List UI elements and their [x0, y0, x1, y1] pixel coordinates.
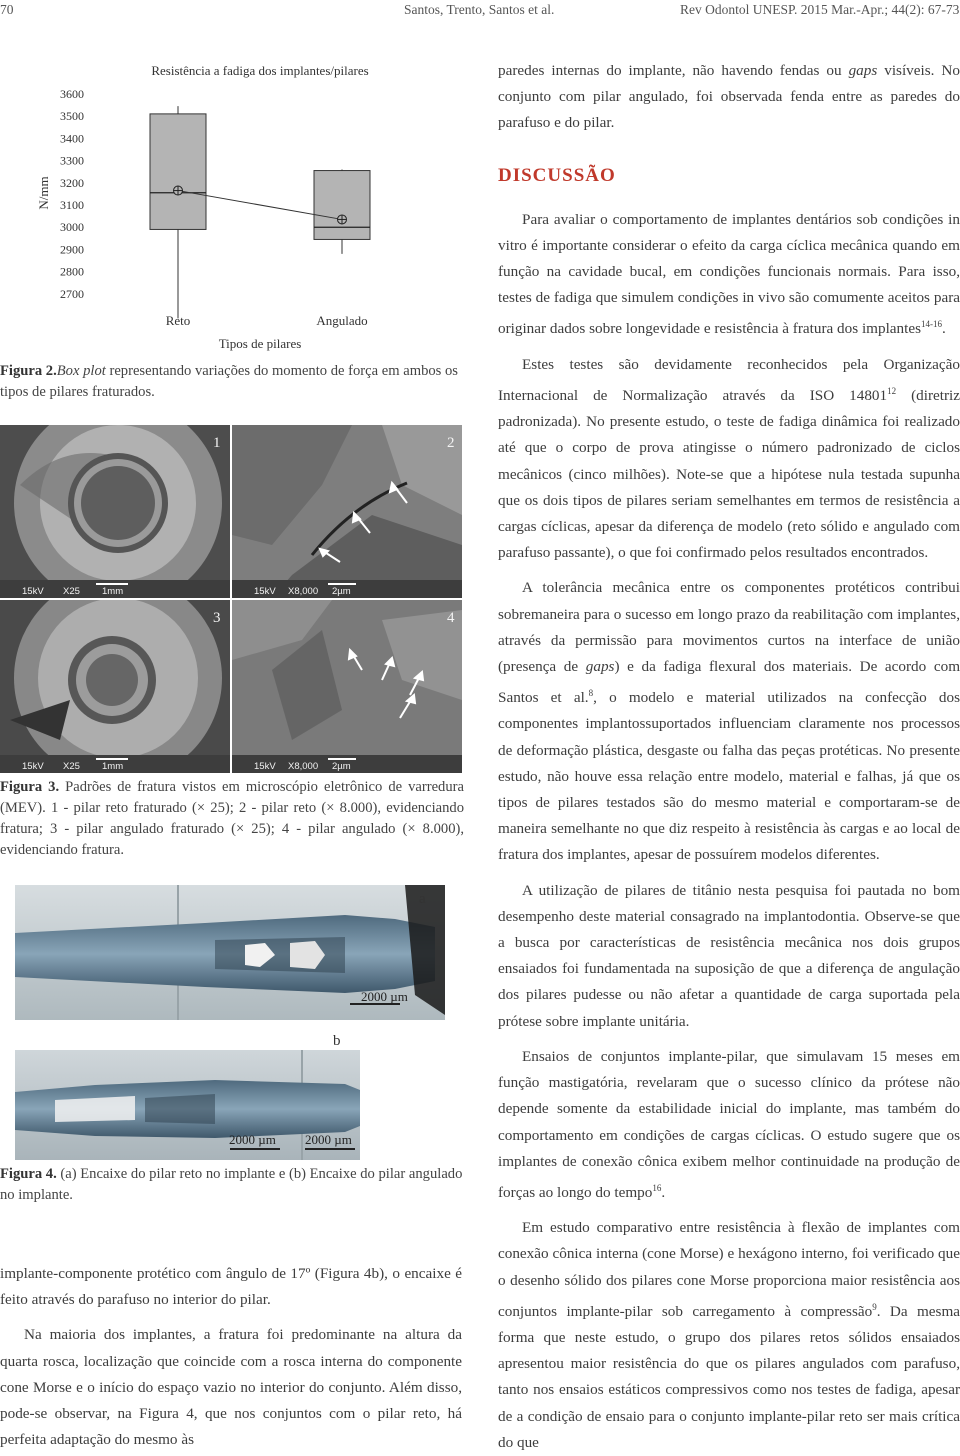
panel-number: 2	[447, 435, 455, 451]
scale-label-a: 2000 µm	[361, 989, 408, 1004]
left-body-text	[0, 1261, 462, 1453]
sem-voltage: 15kV	[254, 761, 276, 772]
panel-number: 1	[213, 435, 221, 451]
figure-3	[0, 425, 470, 773]
right-column	[498, 58, 960, 1456]
caption-label: Figura 4.	[0, 1166, 57, 1182]
header-journal: Rev Odontol UNESP. 2015 Mar.-Apr.; 44(2): 67-73	[680, 2, 960, 17]
y-axis-label: N/mm	[36, 176, 51, 210]
x-tick-label: Reto	[165, 313, 191, 328]
y-tick-label: 2800	[60, 264, 84, 279]
sem-scale: 1mm	[102, 586, 124, 597]
y-tick-label: 3200	[60, 175, 84, 190]
paragraph: Em estudo comparativo entre resistência à flexão de implantes com conexão cônica interna (cone Morse) e hexágono interno, foi verificado que o desenho sólido dos pilares cone Morse proporciona maior resistência aos conjuntos implante-pilar sob carregamento à compressão$^9$. Da mesma forma que neste estudo, o grupo dos pilares retos sólidos ensaiados apresentou maior resistência do que os pilares angulados com parafuso, tanto nos ensaios estáticos compressivos como nos testes de fadiga, apesar de a condição de ensaio para o conjunto implante-pilar reto ser mais crítica do que	[498, 1219, 960, 1451]
sem-scale: 2µm	[332, 586, 351, 597]
sem-magnification: X25	[63, 586, 80, 597]
x-tick-label: Angulado	[316, 313, 368, 328]
scale-bar	[328, 583, 356, 585]
sem-voltage: 15kV	[254, 586, 276, 597]
figure-4	[15, 885, 450, 1160]
sem-magnification: X25	[63, 761, 80, 772]
sem-voltage: 15kV	[22, 586, 44, 597]
page-number: 70	[0, 2, 14, 17]
panel-number: 3	[213, 610, 221, 626]
caption-italic: Box plot	[56, 363, 106, 379]
figure-2-caption	[0, 361, 466, 403]
paragraph: Ensaios de conjuntos implante-pilar, que simulavam 15 meses em função mastigatória, revelaram que o sucesso clínico da prótese não depende somente da estabilidade inicial do implante, mas também do comportamento em condições de cargas cíclicas. O estudo sugere que os implantes de conexão cônica exibem melhor continuidade na produção de forças ao longo do tempo$^{16}$.	[498, 1047, 960, 1201]
panel-label-a: a	[419, 891, 426, 907]
y-tick-label: 2900	[60, 242, 84, 257]
box	[150, 114, 206, 230]
chart-title: Resistência a fadiga dos implantes/pilares	[151, 63, 369, 78]
sem-image-1	[0, 425, 230, 598]
sem-scale: 1mm	[102, 761, 124, 772]
sem-voltage: 15kV	[22, 761, 44, 772]
paragraph: A utilização de pilares de titânio nesta pesquisa foi pautada no bom desempenho deste material consagrado na implantodontia. Observe-se que a busca por características de resistência mecânica nos dois grupos ensaiados foi fundamentada na suposição de que a diferença de angulação dos pilares pudesse ou não afetar a quantidade de carga suportada pela prótese sobre implante unitária.	[498, 881, 960, 1030]
caption-text: Padrões de fratura vistos em microscópio eletrônico de varredura (MEV). 1 - pilar reto fraturado (× 25); 2 - pilar reto (× 8.000), evidenciando fratura; 3 - pilar angulado fraturado (× 25); 4 - pilar angulado (× 8.000), evidenciando fratura.	[0, 779, 464, 858]
sem-panel-2	[232, 425, 462, 598]
box	[314, 171, 370, 240]
paragraph: A tolerância mecânica entre os componentes protéticos contribui sobremaneira para o sucesso em longo prazo da reabilitação com implantes, através da permissão para movimentos curtos na interface de união (presença de gaps) e da fadiga flexural dos materiais. De acordo com Santos et al.$^8$, o modelo e material utilizados na confecção dos componentes implantossuportados influenciam claramente nos processos de deformação plástica, desgaste ou falha das peças protéticas. No presente estudo, não houve essa relação entre modelo, material e falhas, já que os tipos de pilares testados são do mesmo material e comportaram-se de maneira semelhante no que diz respeito à resistência às cargas e ao local de fratura dos implantes, apesar de possuírem modelos diferentes.	[498, 579, 960, 864]
y-tick-label: 3000	[60, 220, 84, 235]
paragraph: implante-componente protético com ângulo de 17º (Figura 4b), o encaixe é feito através do parafuso no interior do pilar.	[0, 1265, 462, 1309]
sem-image-2	[232, 425, 462, 598]
paragraph: Estes testes são devidamente reconhecidos pela Organização Internacional de Normalização através da ISO 14801$^{12}$ (diretriz padronizada). No presente estudo, o teste de fadiga dinâmica foi realizado até que o corpo de prova atingisse o número padronizado de ciclos mecânicos (cinco milhões). Note-se que a hipótese nula testada supunha que os dois tipos de pilares seriam semelhantes em termos de resistência a cargas cíclicas, apesar da diferença de modelo (reto sólido e angulado com parafuso passante), o que foi confirmado pelos resultados encontrados.	[498, 355, 960, 562]
caption-text: (a) Encaixe do pilar reto no implante e (b) Encaixe do pilar angulado no implante.	[0, 1166, 463, 1203]
sem-magnification: X8,000	[288, 586, 319, 597]
scale-bar	[96, 583, 128, 585]
panel-label-b: b	[333, 1033, 341, 1049]
scale-bar	[328, 758, 356, 760]
header-authors: Santos, Trento, Santos et al.	[404, 2, 555, 17]
scale-bar	[96, 758, 128, 760]
caption-label: Figura 2.	[0, 363, 57, 379]
sem-panel-4	[232, 600, 462, 773]
boxplot-chart	[0, 55, 470, 360]
paragraph: paredes internas do implante, não havendo fendas ou gaps visíveis. No conjunto com pilar angulado, foi observada fenda entre as paredes do parafuso e do pilar.	[498, 62, 960, 132]
y-tick-label: 2700	[60, 286, 84, 301]
paragraph: Para avaliar o comportamento de implantes dentários sob condições in vitro é importante considerar o efeito da carga cíclica mecânica quando em função na cavidade bucal, em condições funcionais normais. Para isso, testes de fadiga que simulem condições in vivo são comumente aceitos para originar dados sobre longevidade e resistência à fratura dos implantes$^{14-16}$.	[498, 210, 960, 338]
sem-magnification: X8,000	[288, 761, 319, 772]
scale-label-b1: 2000 µm	[229, 1132, 276, 1147]
sem-panel-1	[0, 425, 230, 598]
figure-2	[0, 55, 470, 360]
x-axis-label: Tipos de pilares	[218, 336, 302, 351]
sem-panel-3	[0, 600, 230, 773]
sem-image-3	[0, 600, 230, 773]
panel-number: 4	[447, 610, 455, 626]
page-header	[0, 0, 960, 20]
paragraph: Na maioria dos implantes, a fratura foi predominante na altura da quarta rosca, localização que coincide com a rosca interna do componente cone Morse e o início do espaço vazio no interior do conjunto. Além disso, pode-se observar, na Figura 4, que nos conjuntos com o pilar reto, há perfeita adaptação do mesmo às	[0, 1326, 462, 1449]
y-tick-label: 3400	[60, 131, 84, 146]
sem-scale: 2µm	[332, 761, 351, 772]
figure-4-caption	[0, 1164, 464, 1206]
section-title: DISCUSSÃO	[498, 164, 616, 186]
y-tick-label: 3100	[60, 198, 84, 212]
caption-label: Figura 3.	[0, 779, 60, 795]
sem-image-4	[232, 600, 462, 773]
y-tick-label: 3300	[60, 153, 84, 168]
scale-label-b2: 2000 µm	[305, 1132, 352, 1147]
y-tick-label: 3600	[60, 86, 84, 101]
y-tick-label: 3500	[60, 109, 84, 124]
caption-text: representando variações do momento de força em ambos os tipos de pilares fraturados.	[0, 363, 458, 400]
figure-3-caption	[0, 777, 464, 861]
